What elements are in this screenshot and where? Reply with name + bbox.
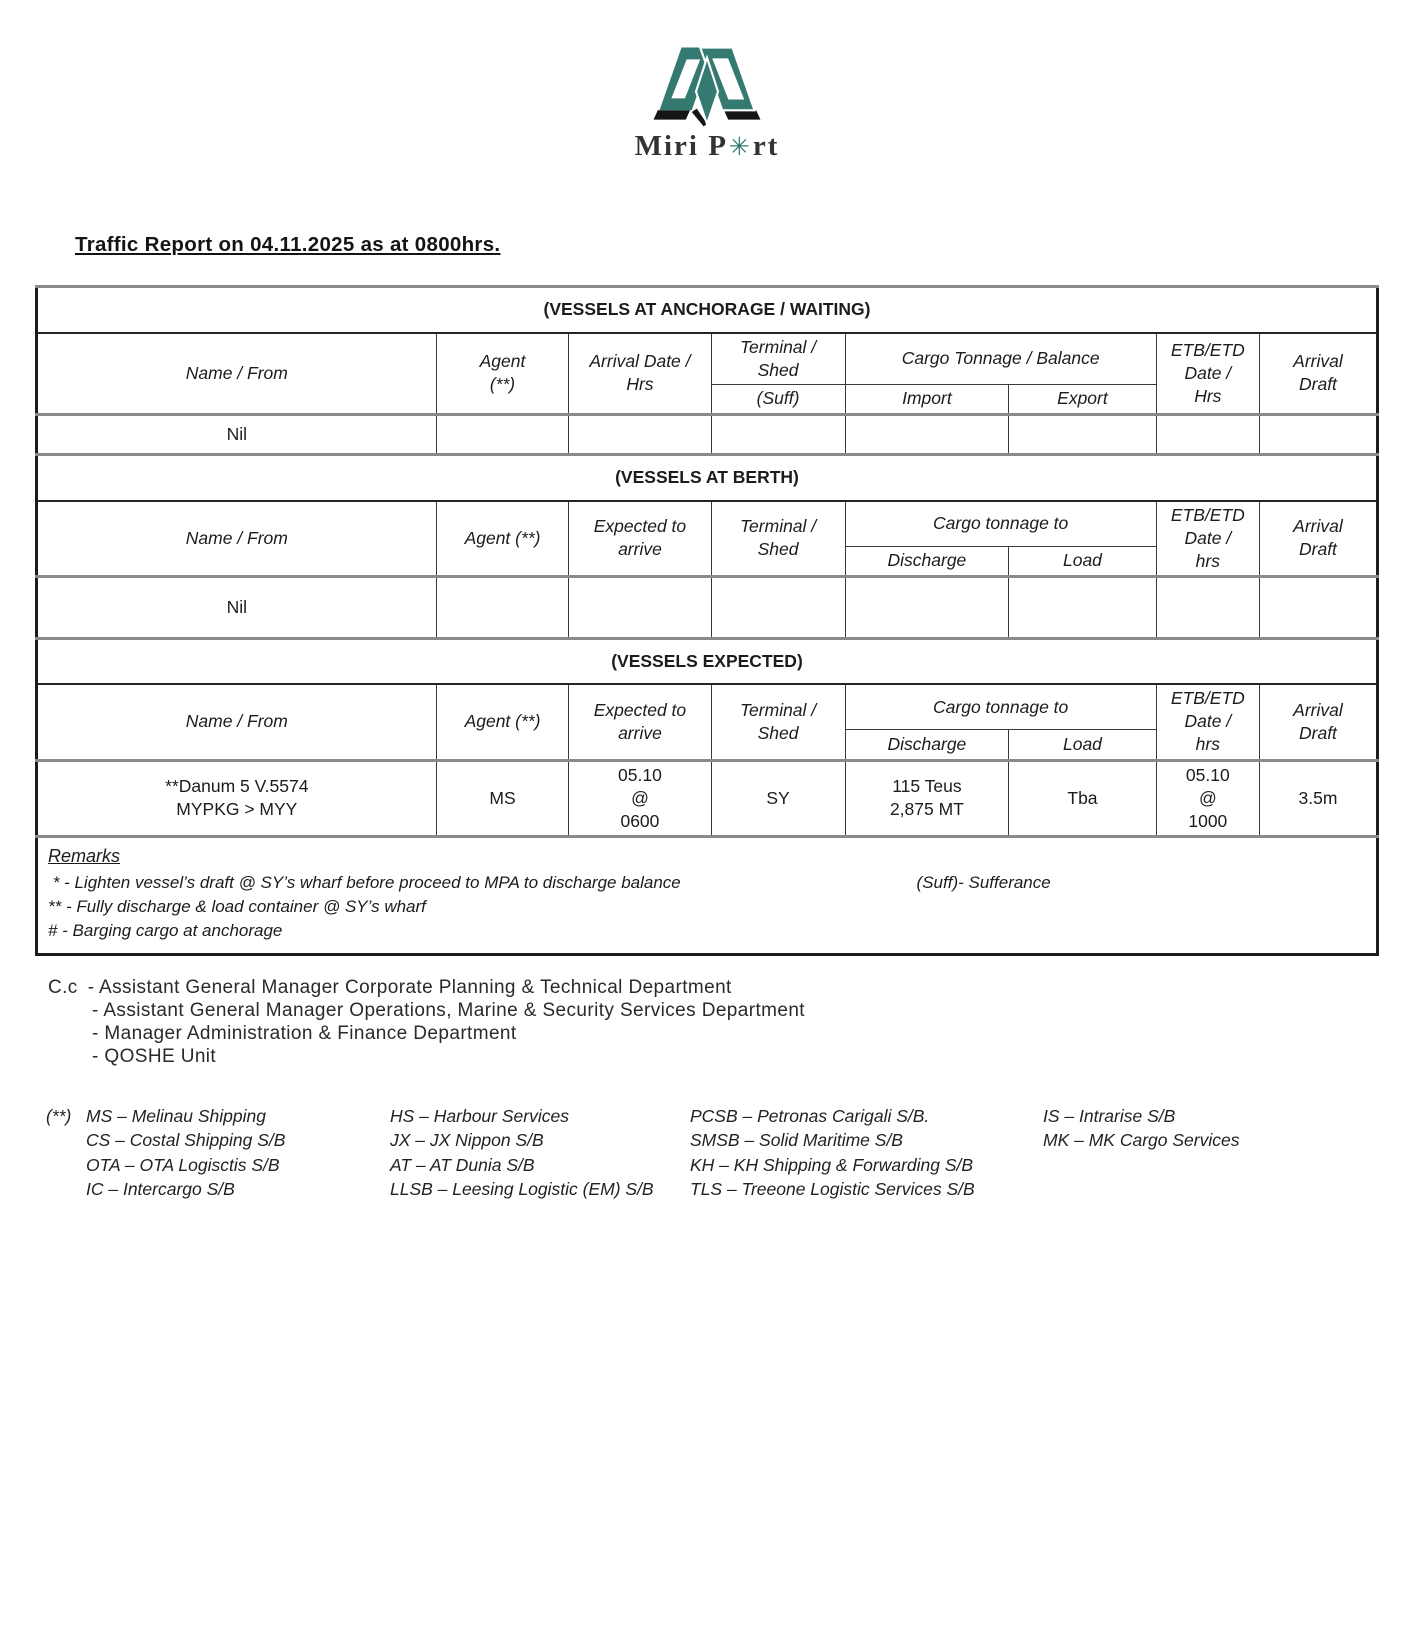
col-header-discharge: Discharge [845,546,1009,576]
col-header-agent [436,333,569,415]
col-header-load: Load [1009,546,1157,576]
legend-item: LLSB – Leesing Logistic (EM) S/B [390,1179,654,1200]
terminal-line-2: Shed [757,359,799,380]
agent-legend [46,1104,1379,1202]
cc-line-4: - QOSHE Unit [92,1045,217,1067]
terminal-line-1: Terminal / [739,699,817,720]
legend-item: OTA – OTA Logisctis S/B [86,1154,280,1175]
col-header-terminal-shed [711,333,845,385]
legend-marker: (**) [46,1105,72,1126]
cc-label: C.c [48,976,78,998]
etb-line-3: Hrs [1194,385,1222,406]
expected-header-row-1 [37,684,1378,730]
empty-cell [711,415,845,455]
col-header-load: Load [1009,730,1157,760]
draft-line-1: Arrival [1293,699,1343,720]
expected-vessel-row [37,760,1378,836]
col-header-arrival-draft [1259,501,1377,577]
vessel-load: Tba [1009,760,1157,836]
remarks-row [37,836,1378,954]
empty-cell [1259,415,1377,455]
terminal-line-1: Terminal / [739,336,817,357]
agent-line-1: Agent [479,351,526,372]
anchorage-vessel-name: Nil [37,415,437,455]
empty-cell [569,415,711,455]
berth-header-row-1 [37,501,1378,547]
discharge-mt: 2,875 MT [889,799,964,820]
empty-cell [1009,576,1157,638]
etb-line-1: ETB/ETD [1170,504,1245,525]
empty-cell [569,576,711,638]
col-header-suff: (Suff) [711,385,845,415]
empty-cell [1156,576,1259,638]
vessel-discharge [845,760,1009,836]
draft-line-2: Draft [1299,374,1337,395]
arrival-line-1: Arrival Date / [589,351,691,372]
eta-time: 0600 [620,810,660,831]
remarks-cell [37,836,1378,954]
section-title-anchorage: (VESSELS AT ANCHORAGE / WAITING) [37,287,1378,333]
legend-column-4 [1043,1104,1379,1202]
legend-column-2 [390,1104,690,1202]
eta-at: @ [631,787,649,808]
remark-line-2: ** - Fully discharge & load container @ SY’s wharf [48,896,426,916]
empty-cell [845,415,1009,455]
etb-date: 05.10 [1185,764,1230,785]
expected-line-1: Expected to [593,699,687,720]
legend-item: PCSB – Petronas Carigali S/B. [690,1105,930,1126]
empty-cell [1156,415,1259,455]
legend-item: MK – MK Cargo Services [1043,1130,1240,1151]
berth-data-row [37,576,1378,638]
col-header-import: Import [845,385,1009,415]
brand-name [35,130,1379,163]
section-row-anchorage [37,287,1378,333]
miri-port-logo-icon [651,40,763,128]
col-header-name-from: Name / From [37,333,437,415]
empty-cell [711,576,845,638]
suff-note: (Suff)- Sufferance [916,872,1051,892]
col-header-etb-etd [1156,501,1259,577]
cc-block [48,976,1379,1068]
vessel-name: **Danum 5 V.5574 [165,776,309,797]
empty-cell [436,415,569,455]
remark-line-1 [48,871,1364,895]
legend-column-3 [690,1104,1043,1202]
section-title-berth: (VESSELS AT BERTH) [37,455,1378,501]
port-star-icon: ✳ [728,132,752,161]
cc-line-3: - Manager Administration & Finance Department [92,1022,517,1044]
remark-line-3: # - Barging cargo at anchorage [48,920,283,940]
empty-cell [1009,415,1157,455]
etb-line-3: hrs [1195,550,1220,571]
col-header-discharge: Discharge [845,730,1009,760]
vessel-agent: MS [436,760,569,836]
expected-line-1: Expected to [593,516,687,537]
draft-line-1: Arrival [1293,516,1343,537]
anchorage-data-row [37,415,1378,455]
page-title: Traffic Report on 04.11.2025 as at 0800hrs. [75,233,501,256]
col-header-arrival-draft [1259,684,1377,760]
col-header-agent: Agent (**) [436,684,569,760]
col-header-cargo-tonnage: Cargo Tonnage / Balance [845,333,1156,385]
terminal-line-1: Terminal / [739,516,817,537]
expected-line-2: arrive [618,722,662,743]
legend-item: KH – KH Shipping & Forwarding S/B [690,1154,974,1175]
empty-cell [436,576,569,638]
legend-item: HS – Harbour Services [390,1105,569,1126]
legend-item: IC – Intercargo S/B [86,1179,235,1200]
legend-item: SMSB – Solid Maritime S/B [690,1130,903,1151]
col-header-export: Export [1009,385,1157,415]
draft-line-1: Arrival [1293,351,1343,372]
terminal-line-2: Shed [757,722,799,743]
col-header-terminal-shed [711,501,845,577]
section-title-expected: (VESSELS EXPECTED) [37,638,1378,684]
etb-time: 1000 [1188,810,1228,831]
etb-line-1: ETB/ETD [1170,339,1245,360]
arrival-line-2: Hrs [626,374,654,395]
empty-cell [1259,576,1377,638]
vessel-name-from [37,760,437,836]
etb-at: @ [1198,787,1217,808]
section-row-expected [37,638,1378,684]
legend-item: MS – Melinau Shipping [86,1105,266,1126]
col-header-cargo-tonnage: Cargo tonnage to [845,684,1156,730]
col-header-agent: Agent (**) [436,501,569,577]
etb-line-3: hrs [1195,734,1220,755]
vessel-etb [1156,760,1259,836]
col-header-name-from: Name / From [37,501,437,577]
vessel-draft: 3.5m [1259,760,1377,836]
vessel-eta [569,760,711,836]
berth-vessel-name: Nil [37,576,437,638]
remark-text-1: * - Lighten vessel’s draft @ SY’s wharf before proceed to MPA to discharge balance [48,872,681,892]
brand-text-pre: Miri P [634,130,728,162]
expected-line-2: arrive [618,539,662,560]
legend-item: JX – JX Nippon S/B [390,1130,544,1151]
col-header-arrival-date [569,333,711,415]
col-header-expected-arrive [569,501,711,577]
terminal-line-2: Shed [757,539,799,560]
legend-item: AT – AT Dunia S/B [390,1154,535,1175]
legend-item: IS – Intrarise S/B [1043,1105,1176,1126]
col-header-name-from: Name / From [37,684,437,760]
etb-line-2: Date / [1184,527,1232,548]
cc-line-2: - Assistant General Manager Operations, Marine & Security Services Department [92,999,805,1021]
etb-line-1: ETB/ETD [1170,688,1245,709]
cc-line-1 [48,976,1379,999]
col-header-etb-etd [1156,333,1259,415]
logo-block [35,0,1379,163]
etb-line-2: Date / [1184,711,1232,732]
traffic-report-table [35,285,1379,956]
etb-line-2: Date / [1184,362,1232,383]
anchorage-header-row-1 [37,333,1378,385]
col-header-terminal-shed [711,684,845,760]
agent-line-2: (**) [489,374,516,395]
draft-line-2: Draft [1299,722,1337,743]
brand-text-post: rt [752,130,780,162]
legend-column-1 [46,1104,390,1202]
vessel-route: MYPKG > MYY [176,799,298,820]
legend-item: CS – Costal Shipping S/B [86,1130,286,1151]
draft-line-2: Draft [1299,539,1337,560]
col-header-etb-etd [1156,684,1259,760]
remarks-heading: Remarks [48,845,121,866]
cc-item-1: - Assistant General Manager Corporate Planning & Technical Department [87,976,732,998]
eta-date: 05.10 [618,764,662,785]
discharge-teus: 115 Teus [892,776,962,797]
legend-item: TLS – Treeone Logistic Services S/B [690,1179,975,1200]
col-header-expected-arrive [569,684,711,760]
col-header-arrival-draft [1259,333,1377,415]
section-row-berth [37,455,1378,501]
empty-cell [845,576,1009,638]
col-header-cargo-tonnage: Cargo tonnage to [845,501,1156,547]
vessel-terminal: SY [711,760,845,836]
